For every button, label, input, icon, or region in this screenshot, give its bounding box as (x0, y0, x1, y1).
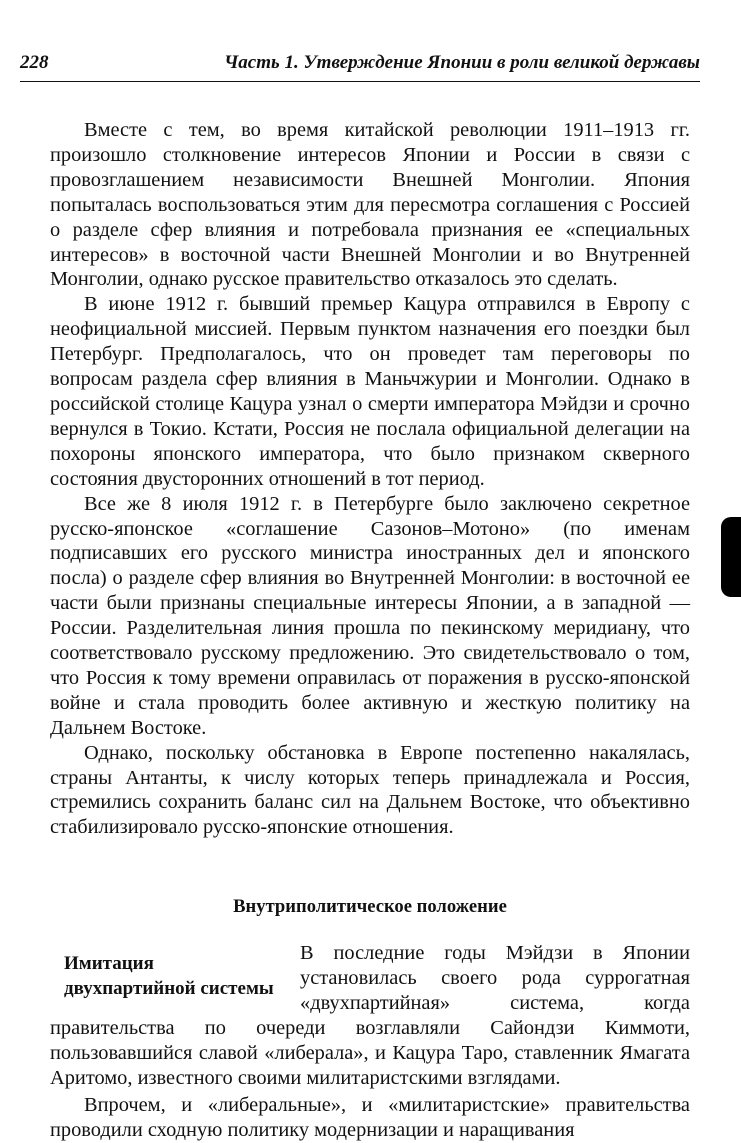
section-body (50, 941, 690, 1143)
header-rule (20, 81, 700, 82)
page-edge-tab (721, 517, 741, 597)
paragraph: Вместе с тем, во время китайской революции 1911–1913 гг. произошло столкновение интересов Японии и России в связи с провозглашением независимости Внешней Монголии. Япония попыталась воспользоваться этим для пересмотра соглашения с Россией о разделе сфер влияния и потребовала признания ее «специальных интересов» в восточной части Внешней Монголии и во Внутренней Монголии, однако русское правительство отказалось это сделать. (50, 119, 690, 291)
paragraph: Все же 8 июля 1912 г. в Петербурге было заключено секретное русско-японское «соглашение Сазонов–Мотоно» (по именам подписавших его русского министра иностранных дел и японского посла) о разделе сфер влияния во Внутренней Монголии: в восточной ее части были признаны специальные интересы Японии, а в западной — России. Разделительная линия прошла по пекинскому меридиану, что соответствовало русскому предложению. Это свидетельствовало о том, что Россия к тому времени оправилась от поражения в русско-японской войне и стала проводить более активную и жесткую политику на Дальнем Востоке. (50, 492, 690, 739)
page-number: 228 (20, 52, 49, 73)
paragraph: В последние годы Мэйдзи в Японии установилась своего рода суррогатная «двухпартийная» система, когда правительства по очереди возглавляли Сайондзи Киммоти, пользовавшийся славой «либерала», и Кацура Таро, ставленник Ямагата Аритомо, известного своими милитаристскими взглядами. (50, 942, 690, 1089)
paragraph: Впрочем, и «либеральные», и «милитаристские» правительства проводили сходную политику модернизации и наращивания (50, 1094, 690, 1141)
section-heading: Внутриполитическое положение (233, 896, 507, 917)
side-heading: Имитация двухпартийной системы (64, 953, 274, 999)
side-heading-space (50, 941, 300, 1013)
header-title: Часть 1. Утверждение Японии в роли великой державы (224, 52, 700, 73)
body-text (50, 118, 690, 840)
paragraph: Однако, поскольку обстановка в Европе постепенно накалялась, страны Антанты, к числу которых теперь принадлежала и Россия, стремились сохранить баланс сил на Дальнем Востоке, что объективно стабилизировало русско-японские отношения. (50, 741, 690, 839)
paragraph: В июне 1912 г. бывший премьер Кацура отправился в Европу с неофициальной миссией. Первым пунктом назначения его поездки был Петербург. Предполагалось, что он проведет там переговоры по вопросам раздела сфер влияния в Маньчжурии и Монголии. Однако в российской столице Кацура узнал о смерти императора Мэйдзи и срочно вернулся в Токио. Кстати, Россия не послала официальной делегации на похороны японского императора, что было признаком скверного состояния двусторонних отношений в тот период. (50, 293, 690, 490)
